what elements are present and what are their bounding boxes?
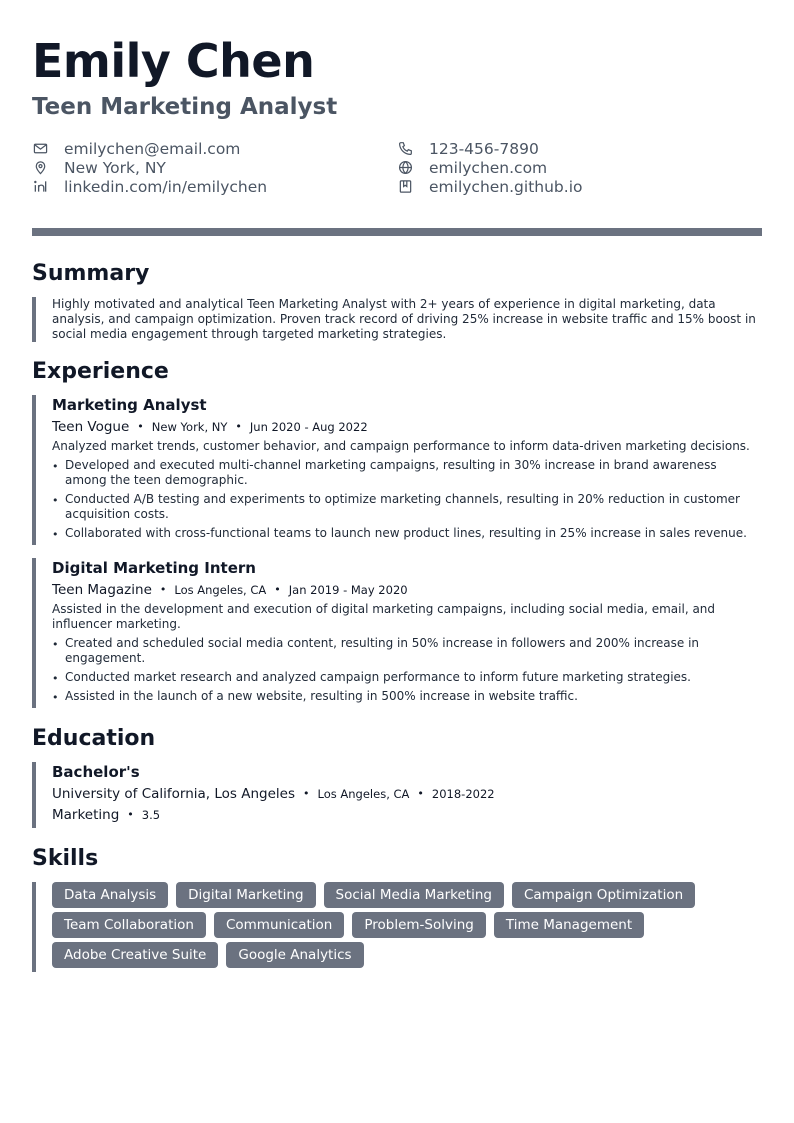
job-location: Los Angeles, CA xyxy=(174,583,267,597)
separator: • xyxy=(137,420,144,433)
map-pin-icon xyxy=(32,160,48,176)
experience-heading: Experience xyxy=(32,359,169,384)
skill-chip: Social Media Marketing xyxy=(324,882,504,908)
skill-chip: Data Analysis xyxy=(52,882,168,908)
job-bullet: • Assisted in the launch of a new website, resulting in 500% increase in website traffic. xyxy=(52,689,762,704)
job-company: Teen Vogue xyxy=(52,419,130,435)
education-years: 2018-2022 xyxy=(431,787,495,801)
separator: • xyxy=(274,583,281,596)
job-bullet: • Developed and executed multi-channel marketing campaigns, resulting in 30% increase in brand awareness among the teen demographic. xyxy=(52,458,762,488)
job-title: Digital Marketing Intern xyxy=(52,559,256,577)
job-bullet: • Conducted market research and analyzed campaign performance to inform future marketing strategies. xyxy=(52,670,762,685)
mail-icon xyxy=(32,141,48,157)
separator: • xyxy=(127,808,134,821)
job-bullet: • Created and scheduled social media content, resulting in 50% increase in followers and 200% increase in engagement. xyxy=(52,636,762,666)
job-bullets xyxy=(52,458,762,541)
skill-chip: Campaign Optimization xyxy=(512,882,695,908)
education-entry xyxy=(32,762,762,828)
job-description: Assisted in the development and execution of digital marketing campaigns, including social media, email, and influencer marketing. xyxy=(52,602,716,631)
job-meta xyxy=(52,418,762,436)
job-entry xyxy=(32,558,762,708)
github-text: emilychen.github.io xyxy=(429,177,583,196)
skills-heading: Skills xyxy=(32,846,99,871)
summary-heading: Summary xyxy=(32,261,150,286)
linkedin-text: linkedin.com/in/emilychen xyxy=(64,177,268,196)
linkedin-icon xyxy=(32,179,48,195)
job-bullet: • Conducted A/B testing and experiments to optimize marketing channels, resulting in 20% reduction in customer acquisition costs. xyxy=(52,492,762,522)
header-divider xyxy=(32,228,762,236)
education-meta xyxy=(52,785,762,803)
degree: Bachelor's xyxy=(52,763,140,781)
candidate-title: Teen Marketing Analyst xyxy=(32,94,338,120)
candidate-name: Emily Chen xyxy=(32,34,315,88)
job-description: Analyzed market trends, customer behavior, and campaign performance to inform data-driven marketing decisions. xyxy=(52,439,750,453)
email-text: emilychen@email.com xyxy=(64,139,241,158)
job-meta xyxy=(52,581,762,599)
contact-linkedin[interactable] xyxy=(32,177,267,196)
skill-chip: Communication xyxy=(214,912,344,938)
summary-text: Highly motivated and analytical Teen Marketing Analyst with 2+ years of experience in digital marketing, data analysis, and campaign optimization. Proven track record of driving 25% increase in website traffic and 15% boost in social media engagement through targeted marketing strategies. xyxy=(52,297,756,341)
field-of-study: Marketing xyxy=(52,807,120,823)
skill-chip: Team Collaboration xyxy=(52,912,206,938)
job-bullets xyxy=(52,636,762,704)
contact-phone[interactable] xyxy=(397,139,539,158)
separator: • xyxy=(417,787,424,800)
contact-website[interactable] xyxy=(397,158,547,177)
contact-email[interactable] xyxy=(32,139,240,158)
separator: • xyxy=(303,787,310,800)
skill-chip: Digital Marketing xyxy=(176,882,315,908)
education-heading: Education xyxy=(32,726,156,751)
skills-block xyxy=(32,882,762,972)
job-title: Marketing Analyst xyxy=(52,396,207,414)
phone-icon xyxy=(397,141,413,157)
skills-list xyxy=(52,882,752,968)
globe-icon xyxy=(397,160,413,176)
contact-github[interactable] xyxy=(397,177,582,196)
job-dates: Jan 2019 - May 2020 xyxy=(288,583,408,597)
skill-chip: Google Analytics xyxy=(226,942,363,968)
summary-block xyxy=(32,297,762,342)
contact-info xyxy=(32,139,762,199)
job-dates: Jun 2020 - Aug 2022 xyxy=(249,420,368,434)
education-field-row xyxy=(52,806,762,824)
school-name: University of California, Los Angeles xyxy=(52,786,296,802)
bookmark-icon xyxy=(397,179,413,195)
school-location: Los Angeles, CA xyxy=(317,787,410,801)
phone-text: 123-456-7890 xyxy=(429,139,539,158)
job-entry xyxy=(32,395,762,545)
skill-chip: Adobe Creative Suite xyxy=(52,942,218,968)
job-company: Teen Magazine xyxy=(52,582,152,598)
skill-chip: Time Management xyxy=(494,912,644,938)
separator: • xyxy=(235,420,242,433)
location-text: New York, NY xyxy=(64,158,166,177)
skill-chip: Problem-Solving xyxy=(352,912,486,938)
job-location: New York, NY xyxy=(151,420,228,434)
job-bullet: • Collaborated with cross-functional teams to launch new product lines, resulting in 25% increase in sales revenue. xyxy=(52,526,762,541)
website-text: emilychen.com xyxy=(429,158,548,177)
separator: • xyxy=(159,583,167,596)
contact-location xyxy=(32,158,166,177)
gpa: 3.5 xyxy=(141,808,161,822)
